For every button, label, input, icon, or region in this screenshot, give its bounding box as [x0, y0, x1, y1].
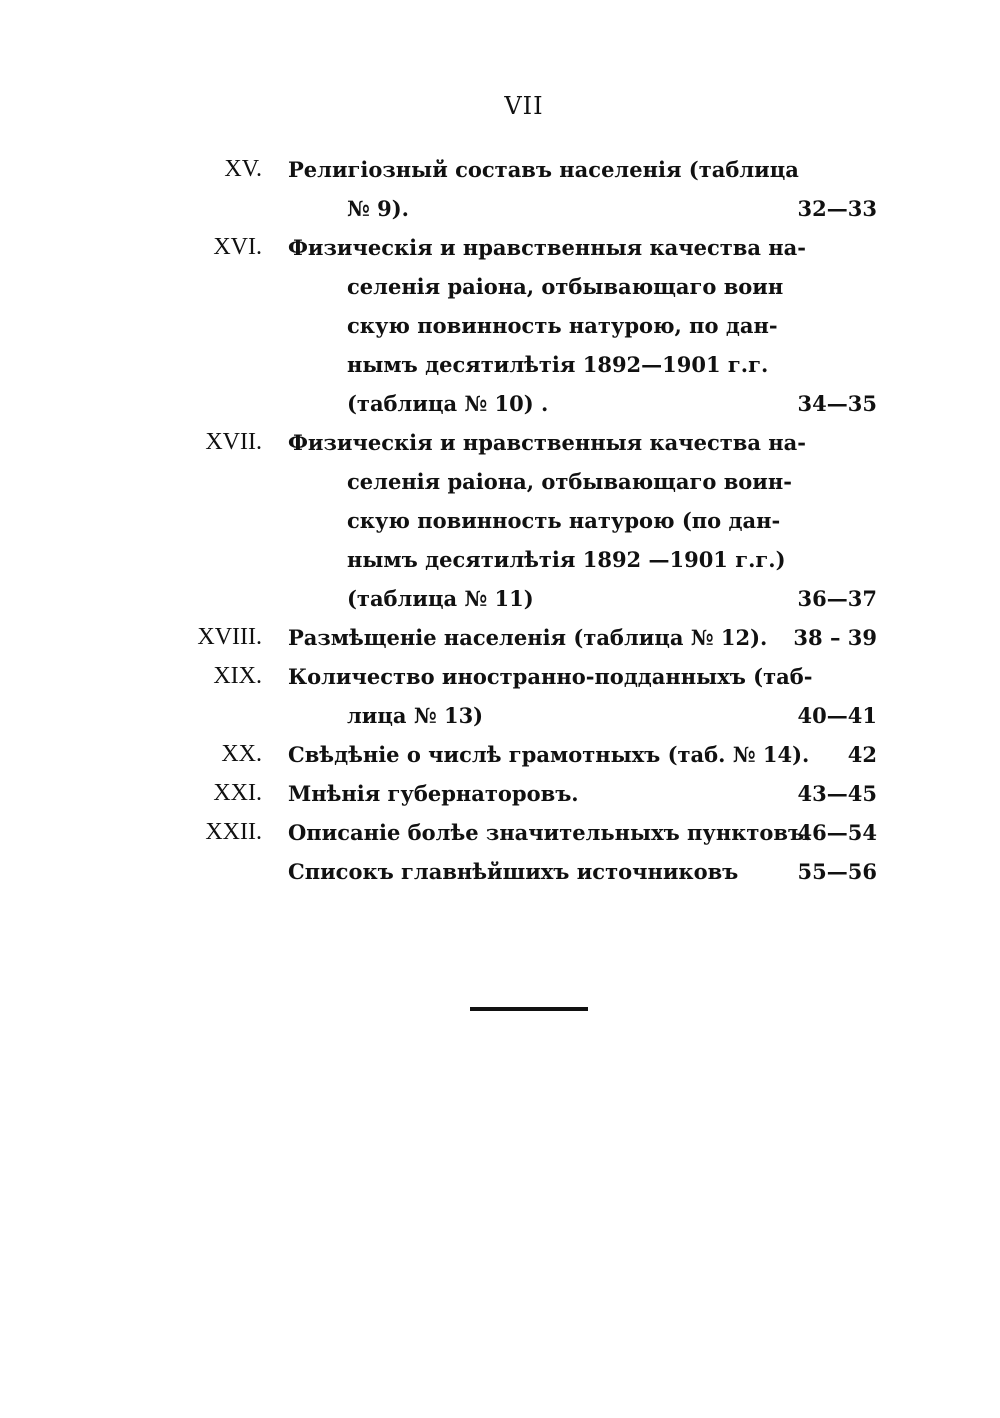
- toc-line: [0, 501, 1000, 540]
- entry-title: селенія раіона, отбывающаго воин-: [347, 469, 792, 494]
- entry-title: селенія раіона, отбывающаго воин: [347, 274, 784, 299]
- toc-line: [0, 618, 1000, 657]
- entry-title: нымъ десятилѣтія 1892—1901 г.г.: [347, 352, 769, 377]
- chapter-numeral: XIX.: [213, 663, 262, 689]
- page-range: 32—33: [797, 196, 877, 221]
- toc-line: [0, 696, 1000, 735]
- chapter-numeral: XVI.: [213, 234, 262, 260]
- chapter-numeral: XVII.: [205, 429, 262, 455]
- chapter-numeral: XXII.: [205, 819, 262, 845]
- entry-title: Размѣщеніе населенія (таблица № 12).: [288, 625, 768, 650]
- toc-line: [0, 345, 1000, 384]
- toc-entry: [0, 852, 1000, 891]
- chapter-numeral: XVIII.: [197, 624, 262, 650]
- chapter-numeral: XV.: [224, 156, 262, 182]
- page-range: 42: [847, 742, 877, 767]
- entry-title: лица № 13): [347, 703, 484, 728]
- toc-line: [0, 540, 1000, 579]
- toc-entry: [0, 618, 1000, 657]
- toc-line: [0, 423, 1000, 462]
- entry-title: Религіозный составъ населенія (таблица: [288, 157, 799, 182]
- toc-entry: [0, 774, 1000, 813]
- toc-line: [0, 852, 1000, 891]
- toc-entry: [0, 423, 1000, 618]
- toc-line: [0, 735, 1000, 774]
- entry-title: Мнѣнія губернаторовъ.: [288, 781, 579, 806]
- entry-title: Свѣдѣніе о числѣ грамотныхъ (таб. № 14).: [288, 742, 810, 767]
- page-range: 34—35: [797, 391, 877, 416]
- entry-title: Описаніе болѣе значительныхъ пунктовъ.: [288, 820, 812, 845]
- toc-line: [0, 189, 1000, 228]
- page-number: VII: [504, 92, 544, 120]
- toc-line: [0, 267, 1000, 306]
- page-range: 38 – 39: [793, 625, 877, 650]
- toc-line: [0, 657, 1000, 696]
- toc-entry: [0, 813, 1000, 852]
- page-range: 55—56: [797, 859, 877, 884]
- toc-line: [0, 150, 1000, 189]
- toc-entry: [0, 150, 1000, 228]
- chapter-numeral: XX.: [221, 741, 262, 767]
- entry-title: (таблица № 11): [347, 586, 534, 611]
- entry-title: нымъ десятилѣтія 1892 —1901 г.г.): [347, 547, 786, 572]
- toc-line: [0, 579, 1000, 618]
- entry-title: Физическія и нравственныя качества на-: [288, 235, 806, 260]
- toc-line: [0, 462, 1000, 501]
- toc-line: [0, 813, 1000, 852]
- page-range: 40—41: [797, 703, 877, 728]
- toc-entry: [0, 735, 1000, 774]
- toc-entry: [0, 228, 1000, 423]
- toc-line: [0, 228, 1000, 267]
- chapter-numeral: XXI.: [213, 780, 262, 806]
- page-range: 46—54: [797, 820, 877, 845]
- page-range: 43—45: [797, 781, 877, 806]
- entry-title: скую повинность натурою (по дан-: [347, 508, 781, 533]
- entry-title: скую повинность натурою, по дан-: [347, 313, 778, 338]
- page-range: 36—37: [797, 586, 877, 611]
- toc-line: [0, 774, 1000, 813]
- entry-title: Количество иностранно-подданныхъ (таб-: [288, 664, 813, 689]
- end-rule: [470, 1007, 588, 1011]
- entry-title: Списокъ главнѣйшихъ источниковъ: [288, 859, 739, 884]
- toc-line: [0, 384, 1000, 423]
- entry-title: (таблица № 10) .: [347, 391, 549, 416]
- toc-entry: [0, 657, 1000, 735]
- table-of-contents: [0, 150, 1000, 891]
- toc-line: [0, 306, 1000, 345]
- entry-title: № 9).: [347, 196, 409, 221]
- entry-title: Физическія и нравственныя качества на-: [288, 430, 806, 455]
